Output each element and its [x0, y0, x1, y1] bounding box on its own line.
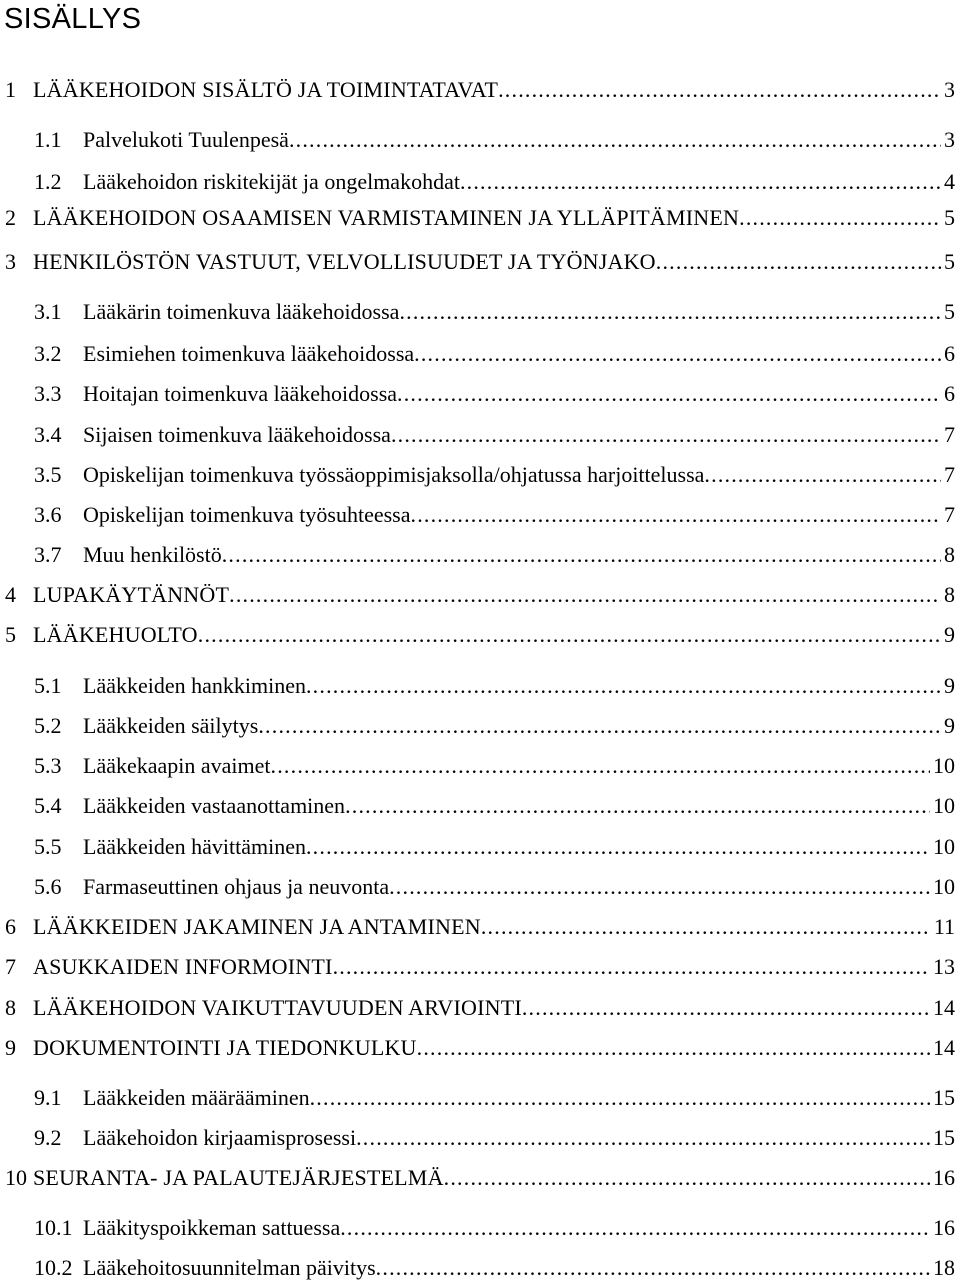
toc-entry[interactable] [0, 298, 960, 326]
toc-dot-leader [704, 461, 941, 489]
toc-entry-title: Lääkärin toimenkuva lääkehoidossa [83, 299, 400, 324]
toc-entry[interactable] [0, 1214, 960, 1242]
toc-entry[interactable] [0, 672, 960, 700]
toc-dot-leader [356, 1124, 930, 1152]
toc-entry[interactable] [0, 126, 960, 154]
toc-entry-title: LUPAKÄYTÄNNÖT [33, 582, 230, 607]
toc-dot-leader [198, 621, 941, 649]
toc-entry[interactable] [0, 204, 960, 232]
toc-entry-title: Lääkkeiden vastaanottaminen [83, 793, 346, 818]
toc-dot-leader [397, 380, 941, 408]
toc-entry-page: 5 [944, 205, 955, 230]
toc-entry[interactable] [0, 248, 960, 276]
toc-entry[interactable] [0, 541, 960, 569]
toc-entry-page: 10 [933, 834, 955, 859]
toc-dot-leader [222, 541, 941, 569]
toc-dot-leader [229, 581, 941, 609]
toc-entry[interactable] [0, 1124, 960, 1152]
toc-dot-leader [389, 873, 930, 901]
toc-entry[interactable] [0, 168, 960, 196]
toc-dot-leader [481, 913, 931, 941]
toc-entry-page: 18 [933, 1255, 955, 1280]
toc-entry-title: Lääkkeiden määrääminen [83, 1085, 310, 1110]
toc-entry-title: Lääkehoidon kirjaamisprosessi [83, 1125, 357, 1150]
toc-entry-number: 8 [5, 995, 16, 1020]
toc-dot-leader [411, 501, 942, 529]
toc-entry[interactable] [0, 1254, 960, 1282]
toc-entry-title: LÄÄKEHOIDON OSAAMISEN VARMISTAMINEN JA YLLÄPITÄMINEN [33, 205, 740, 230]
toc-entry-title: ASUKKAIDEN INFORMOINTI [33, 954, 333, 979]
toc-entry-title: SEURANTA- JA PALAUTEJÄRJESTELMÄ [33, 1165, 444, 1190]
toc-dot-leader [306, 672, 941, 700]
toc-entry-title: Opiskelijan toimenkuva työsuhteessa [83, 502, 411, 527]
toc-entry-page: 14 [933, 1035, 955, 1060]
toc-entry-number: 9 [5, 1035, 16, 1060]
toc-entry[interactable] [0, 1084, 960, 1112]
toc-entry[interactable] [0, 752, 960, 780]
toc-entry-page: 9 [944, 713, 955, 738]
toc-dot-leader [333, 953, 930, 981]
toc-entry[interactable] [0, 461, 960, 489]
toc-dot-leader [444, 1164, 930, 1192]
toc-dot-leader [310, 1084, 930, 1112]
toc-entry-number: 5.1 [34, 673, 62, 698]
toc-entry-title: LÄÄKEHOIDON VAIKUTTAVUUDEN ARVIOINTI [33, 995, 522, 1020]
toc-entry-page: 5 [944, 299, 955, 324]
toc-entry-page: 15 [933, 1085, 955, 1110]
toc-entry-number: 3.3 [34, 381, 62, 406]
toc-entry-title: Muu henkilöstö [83, 542, 222, 567]
toc-entry-title: Farmaseuttinen ohjaus ja neuvonta [83, 874, 390, 899]
toc-entry-number: 9.1 [34, 1085, 62, 1110]
toc-entry-title: HENKILÖSTÖN VASTUUT, VELVOLLISUUDET JA TYÖNJAKO [33, 249, 656, 274]
toc-entry-page: 10 [933, 874, 955, 899]
toc-dot-leader [345, 792, 930, 820]
toc-entry-title: Lääkehoidon riskitekijät ja ongelmakohdat [83, 169, 460, 194]
toc-entry-page: 7 [944, 422, 955, 447]
toc-dot-leader [376, 1254, 930, 1282]
toc-entry-number: 1.2 [34, 169, 62, 194]
toc-entry[interactable] [0, 621, 960, 649]
toc-dot-leader [399, 298, 941, 326]
toc-entry-page: 9 [944, 622, 955, 647]
toc-entry-page: 4 [944, 169, 955, 194]
toc-dot-leader [656, 248, 941, 276]
toc-entry-page: 8 [944, 582, 955, 607]
toc-entry-number: 10 [5, 1165, 27, 1190]
toc-entry-title: Opiskelijan toimenkuva työssäoppimisjaksolla/ohjatussa harjoittelussa [83, 462, 705, 487]
toc-entry-title: Sijaisen toimenkuva lääkehoidossa [83, 422, 391, 447]
toc-entry-number: 4 [5, 582, 16, 607]
toc-entry-page: 3 [944, 127, 955, 152]
toc-dot-leader [417, 1034, 930, 1062]
toc-entry-number: 3.1 [34, 299, 62, 324]
toc-entry[interactable] [0, 792, 960, 820]
toc-entry[interactable] [0, 1164, 960, 1192]
toc-entry-title: Lääkekaapin avaimet [83, 753, 271, 778]
toc-entry-number: 3.6 [34, 502, 62, 527]
toc-entry-title: Hoitajan toimenkuva lääkehoidossa [83, 381, 398, 406]
toc-entry-page: 7 [944, 462, 955, 487]
toc-dot-leader [522, 994, 930, 1022]
toc-entry-page: 10 [933, 753, 955, 778]
toc-entry[interactable] [0, 76, 960, 104]
toc-entry[interactable] [0, 833, 960, 861]
toc-dot-leader [414, 340, 941, 368]
toc-entry-number: 7 [5, 954, 16, 979]
toc-entry-number: 1.1 [34, 127, 62, 152]
toc-entry-number: 3.5 [34, 462, 62, 487]
toc-entry-page: 6 [944, 341, 955, 366]
toc-entry[interactable] [0, 994, 960, 1022]
toc-entry-number: 5.6 [34, 874, 62, 899]
toc-dot-leader [306, 833, 930, 861]
toc-entry[interactable] [0, 421, 960, 449]
toc-entry-page: 15 [933, 1125, 955, 1150]
toc-entry-number: 3.4 [34, 422, 62, 447]
toc-entry-number: 3 [5, 249, 16, 274]
toc-entry-title: Esimiehen toimenkuva lääkehoidossa [83, 341, 415, 366]
toc-entry-number: 10.2 [34, 1255, 73, 1280]
toc-entry-number: 3.7 [34, 542, 62, 567]
toc-dot-leader [739, 204, 941, 232]
toc-entry[interactable] [0, 913, 960, 941]
toc-entry-number: 2 [5, 205, 16, 230]
toc-entry[interactable] [0, 712, 960, 740]
toc-entry-page: 9 [944, 673, 955, 698]
toc-entry[interactable] [0, 873, 960, 901]
toc-entry[interactable] [0, 501, 960, 529]
toc-dot-leader [289, 126, 941, 154]
toc-dot-leader [498, 76, 941, 104]
toc-entry-page: 5 [944, 249, 955, 274]
toc-entry-page: 6 [944, 381, 955, 406]
toc-entry-number: 9.2 [34, 1125, 62, 1150]
toc-entry-title: Lääkityspoikkeman sattuessa [83, 1215, 341, 1240]
toc-entry-page: 13 [933, 954, 955, 979]
toc-entry-number: 6 [5, 914, 16, 939]
toc-entry[interactable] [0, 1034, 960, 1062]
toc-entry-page: 8 [944, 542, 955, 567]
toc-entry-number: 1 [5, 77, 16, 102]
toc-entry-page: 7 [944, 502, 955, 527]
toc-entry-title: Lääkehoitosuunnitelman päivitys [83, 1255, 376, 1280]
toc-dot-leader [258, 712, 941, 740]
toc-entry-page: 3 [944, 77, 955, 102]
toc-entry-title: DOKUMENTOINTI JA TIEDONKULKU [33, 1035, 417, 1060]
toc-dot-leader [460, 168, 941, 196]
toc-entry-number: 5.2 [34, 713, 62, 738]
page-title: SISÄLLYS [4, 3, 142, 35]
toc-entry-number: 5.5 [34, 834, 62, 859]
toc-entry-title: Lääkkeiden säilytys [83, 713, 259, 738]
toc-entry-title: Lääkkeiden hankkiminen [83, 673, 306, 698]
toc-entry-number: 3.2 [34, 341, 62, 366]
toc-entry-title: Palvelukoti Tuulenpesä [83, 127, 289, 152]
toc-entry-title: LÄÄKEHOIDON SISÄLTÖ JA TOIMINTATAVAT [33, 77, 499, 102]
toc-dot-leader [271, 752, 930, 780]
toc-entry-number: 10.1 [34, 1215, 73, 1240]
toc-entry-title: Lääkkeiden hävittäminen [83, 834, 306, 859]
toc-entry-number: 5.4 [34, 793, 62, 818]
toc-entry-title: LÄÄKKEIDEN JAKAMINEN JA ANTAMINEN [33, 914, 481, 939]
toc-entry-number: 5 [5, 622, 16, 647]
toc-entry-page: 14 [933, 995, 955, 1020]
toc-entry[interactable] [0, 953, 960, 981]
toc-dot-leader [391, 421, 941, 449]
toc-entry-page: 16 [933, 1215, 955, 1240]
toc-entry-page: 11 [933, 914, 955, 939]
toc-entry-page: 10 [933, 793, 955, 818]
toc-entry[interactable] [0, 380, 960, 408]
toc-entry-page: 16 [933, 1165, 955, 1190]
toc-dot-leader [340, 1214, 930, 1242]
toc-entry[interactable] [0, 340, 960, 368]
toc-entry-title: LÄÄKEHUOLTO [33, 622, 198, 647]
toc-entry-number: 5.3 [34, 753, 62, 778]
toc-entry[interactable] [0, 581, 960, 609]
